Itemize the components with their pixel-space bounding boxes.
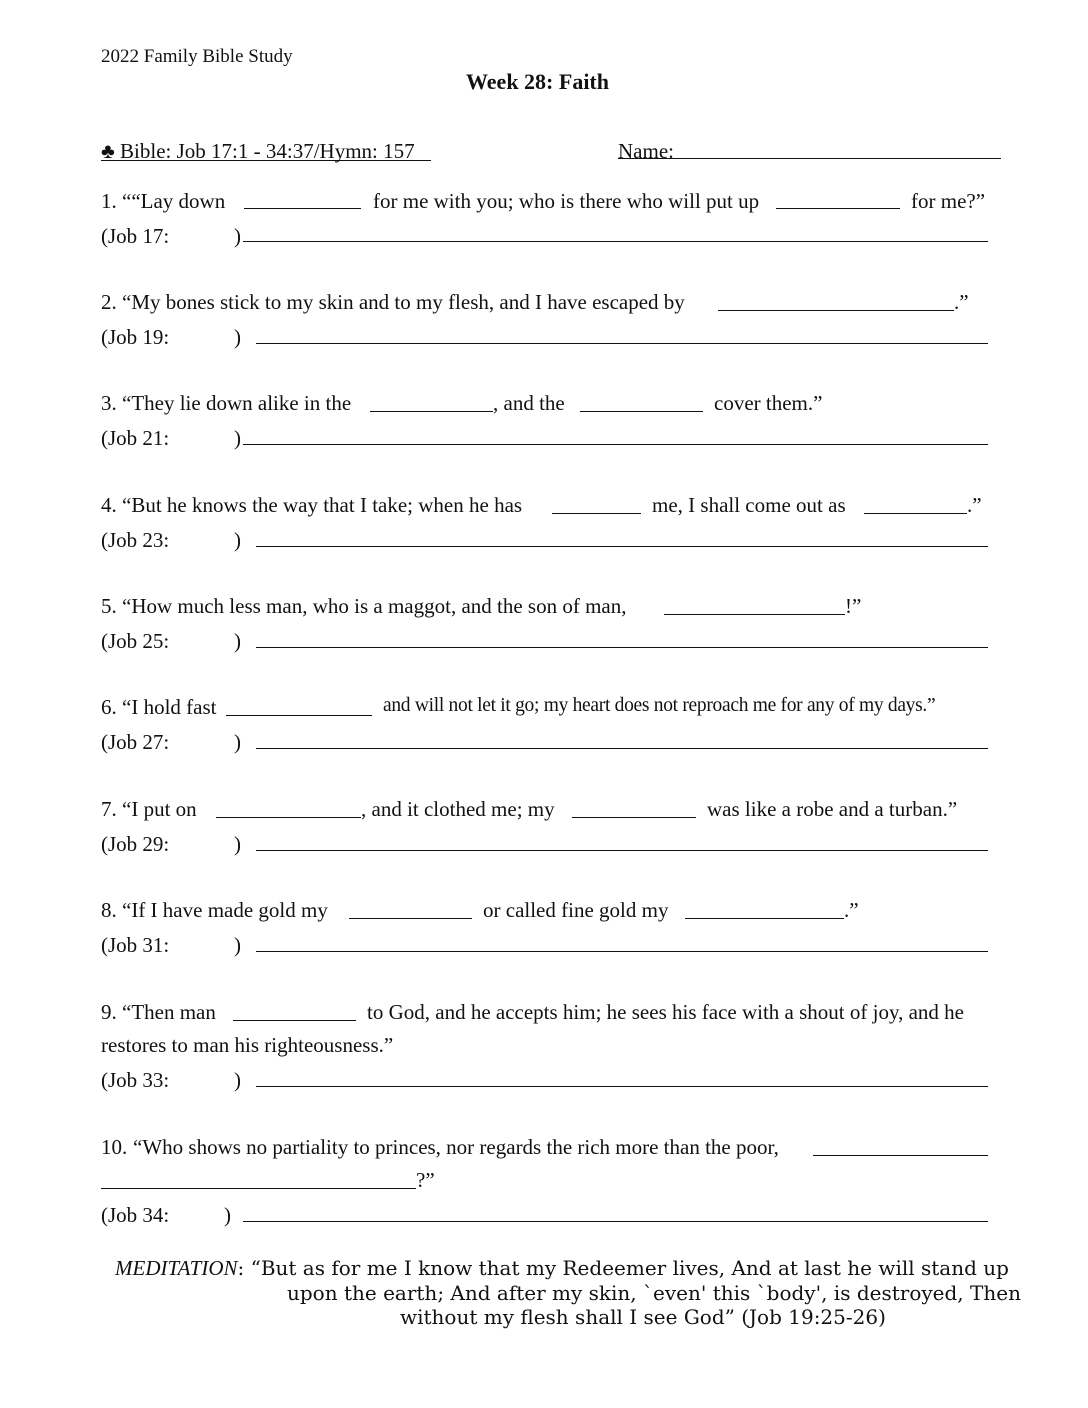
- meditation-line-2: upon the earth; And after my skin, `even' this `body', is destroyed, Then: [287, 1281, 1021, 1305]
- question-text: and will not let it go; my heart does not reproach me for any of my days.”: [383, 695, 936, 716]
- reference-line[interactable]: [256, 951, 988, 952]
- reference-close: ): [234, 426, 241, 450]
- reference-line[interactable]: [256, 850, 988, 851]
- question-text: “I put on: [122, 797, 197, 821]
- question-text: “If I have made gold my: [122, 898, 328, 922]
- question-number: 6.: [101, 695, 117, 719]
- meditation-text: : “But as for me I know that my Redeemer lives, And at last he will stand up: [237, 1256, 1009, 1280]
- question-text: “How much less man, who is a maggot, and the son of man,: [122, 594, 627, 618]
- answer-blank[interactable]: [370, 411, 493, 412]
- reference-label: (Job 27:: [101, 730, 170, 754]
- reference-close: ): [224, 1203, 231, 1227]
- question-number: 4.: [101, 493, 117, 517]
- reference-label: (Job 29:: [101, 832, 170, 856]
- series-label: 2022 Family Bible Study: [101, 46, 293, 67]
- answer-blank[interactable]: [580, 411, 703, 412]
- question-text: “But he knows the way that I take; when he has: [122, 493, 523, 517]
- answer-blank[interactable]: [216, 817, 361, 818]
- question-text: “Who shows no partiality to princes, nor regards the rich more than the poor,: [133, 1135, 779, 1159]
- question-text: ?”: [416, 1168, 435, 1192]
- answer-blank[interactable]: [572, 817, 696, 818]
- reference-label: (Job 17:: [101, 224, 170, 248]
- reference-close: ): [234, 1068, 241, 1092]
- question-number: 9.: [101, 1000, 117, 1024]
- reference-line[interactable]: [243, 241, 988, 242]
- question-text: for me with you; who is there who will put up: [373, 189, 760, 213]
- reference-line[interactable]: [256, 546, 988, 547]
- reference-label: (Job 19:: [101, 325, 170, 349]
- reference-label: (Job 21:: [101, 426, 170, 450]
- meditation-label: MEDITATION: [115, 1256, 238, 1280]
- question-text: or called fine gold my: [483, 898, 669, 922]
- answer-blank[interactable]: [552, 513, 641, 514]
- question-text: .”: [844, 898, 859, 922]
- page-title: Week 28: Faith: [466, 69, 609, 94]
- question-number: 1.: [101, 189, 117, 213]
- question-number: 8.: [101, 898, 117, 922]
- bible-assignment: ♣ Bible: Job 17:1 - 34:37/Hymn: 157: [101, 139, 415, 163]
- question-text: “I hold fast: [122, 695, 217, 719]
- question-number: 7.: [101, 797, 117, 821]
- reference-line[interactable]: [256, 748, 988, 749]
- reference-label: (Job 25:: [101, 629, 170, 653]
- reference-line[interactable]: [243, 444, 988, 445]
- question-text: for me?”: [911, 189, 986, 213]
- reference-line[interactable]: [243, 1221, 988, 1222]
- answer-blank[interactable]: [349, 918, 472, 919]
- question-number: 5.: [101, 594, 117, 618]
- question-text: , and the: [493, 391, 565, 415]
- name-label: Name:: [618, 139, 674, 163]
- reference-label: (Job 23:: [101, 528, 170, 552]
- question-text: ““Lay down: [122, 189, 226, 213]
- answer-blank[interactable]: [226, 715, 372, 716]
- question-number: 3.: [101, 391, 117, 415]
- question-text: .”: [954, 290, 969, 314]
- answer-blank[interactable]: [664, 614, 845, 615]
- answer-blank[interactable]: [718, 310, 954, 311]
- answer-blank[interactable]: [685, 918, 844, 919]
- question-text: .”: [967, 493, 982, 517]
- answer-blank[interactable]: [244, 208, 361, 209]
- answer-blank[interactable]: [813, 1155, 988, 1156]
- answer-blank[interactable]: [101, 1188, 416, 1189]
- question-text: , and it clothed me; my: [361, 797, 555, 821]
- question-text: “Then man: [122, 1000, 216, 1024]
- reference-close: ): [234, 325, 241, 349]
- question-number: 2.: [101, 290, 117, 314]
- question-text: restores to man his righteousness.”: [101, 1033, 394, 1057]
- question-text: “They lie down alike in the: [122, 391, 352, 415]
- reference-close: ): [234, 933, 241, 957]
- reference-close: ): [234, 224, 241, 248]
- question-text: !”: [845, 594, 862, 618]
- meditation-line-3: without my flesh shall I see God” (Job 19:25-26): [400, 1305, 886, 1329]
- reference-label: (Job 33:: [101, 1068, 170, 1092]
- question-text: to God, and he accepts him; he sees his face with a shout of joy, and he: [367, 1000, 964, 1024]
- meditation-line-1: [115, 1256, 1009, 1281]
- question-text: me, I shall come out as: [652, 493, 846, 517]
- reference-line[interactable]: [256, 343, 988, 344]
- reference-line[interactable]: [256, 1086, 988, 1087]
- reference-close: ): [234, 832, 241, 856]
- assignment-underline: [101, 160, 431, 161]
- answer-blank[interactable]: [233, 1020, 356, 1021]
- reference-close: ): [234, 528, 241, 552]
- question-text: “My bones stick to my skin and to my flesh, and I have escaped by: [122, 290, 685, 314]
- name-field[interactable]: [618, 158, 1001, 159]
- reference-label: (Job 31:: [101, 933, 170, 957]
- answer-blank[interactable]: [776, 208, 900, 209]
- question-text: was like a robe and a turban.”: [707, 797, 958, 821]
- reference-line[interactable]: [256, 647, 988, 648]
- reference-label: (Job 34:: [101, 1203, 170, 1227]
- reference-close: ): [234, 730, 241, 754]
- answer-blank[interactable]: [864, 513, 967, 514]
- reference-close: ): [234, 629, 241, 653]
- question-text: cover them.”: [714, 391, 823, 415]
- question-number: 10.: [101, 1135, 128, 1159]
